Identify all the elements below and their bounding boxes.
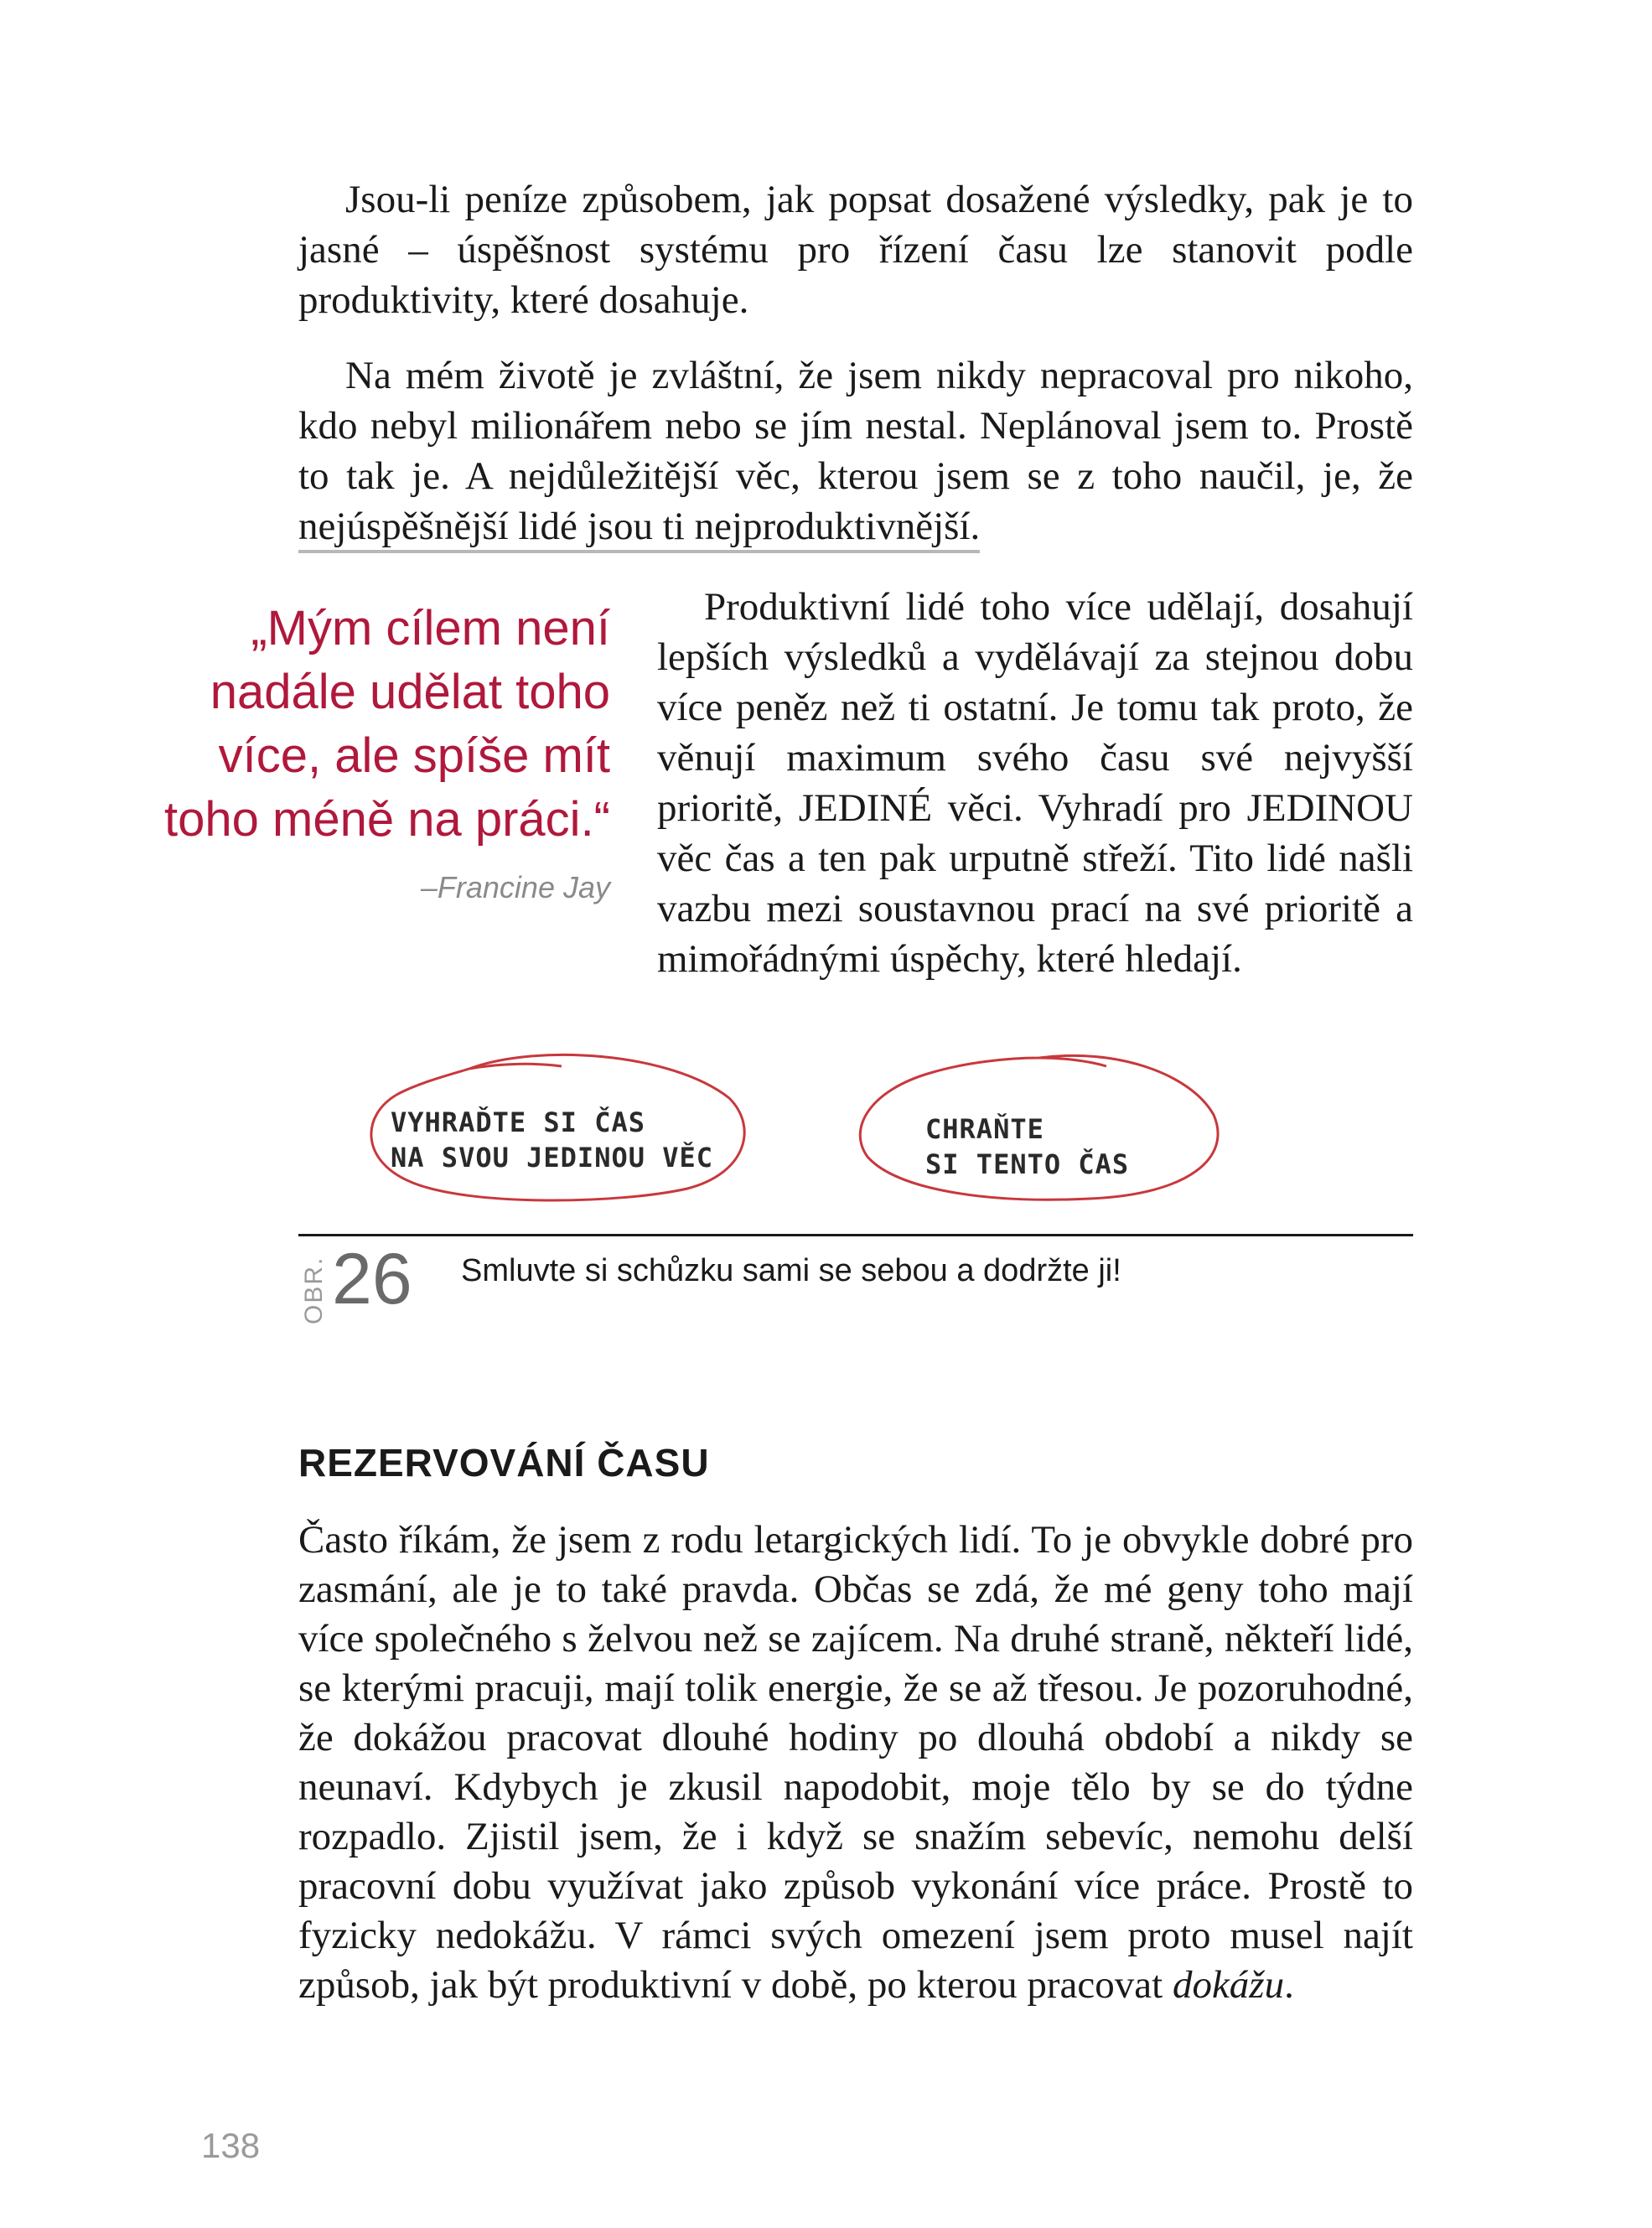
section-paragraph (298, 1516, 1413, 2010)
bubble-1-line-2: NA SVOU JEDINOU VĚC (391, 1142, 714, 1174)
body-paragraph-1: Jsou-li peníze způsobem, jak popsat dosažené výsledky, pak je to jasné – úspěšnost systému pro řízení času lze stanovit podle produktivity, které dosahuje. (298, 178, 1413, 322)
bubble-1-line-1: VYHRAĎTE SI ČAS (391, 1106, 645, 1138)
section-paragraph-text: Často říkám, že jsem z rodu letargických lidí. To je obvykle dobré pro zasmání, ale je to také pravda. Občas se zdá, že mé geny toho mají více společného s želvou než se zajícem. Na druhé straně, někteří lidé, se kterými pracuji, mají tolik energie, že se až třesou. Je pozoruhodné, že dokážou pracovat dlouhé hodiny po dlouhá období a nikdy se neunaví. Kdybych je zkusil napodobit, moje tělo by se do týdne rozpadlo. Zjistil jsem, že i když se snažím sebevíc, nemohu delší pracovní dobu využívat jako způsob vykonání více práce. Prostě to fyzicky nedokážu. V rámci svých omezení jsem proto musel najít způsob, jak být produktivní v době, po kterou pracovat (298, 1518, 1413, 2007)
section-heading: REZERVOVÁNÍ ČASU (298, 1441, 710, 1484)
pull-quote-author: –Francine Jay (420, 870, 610, 904)
pull-quote: „Mým cílem není nadále udělat toho více, ale spíše mít toho méně na práci.“ (164, 601, 610, 847)
figure-rule (298, 1234, 1413, 1236)
section-paragraph-end: . (1284, 1963, 1294, 2007)
figure-caption: Smluvte si schůzku sami se sebou a dodržte ji! (461, 1253, 1121, 1288)
highlighted-phrase: nejúspěšnější lidé jsou ti nejproduktivnější. (298, 505, 980, 553)
bubble-1-text (391, 1105, 713, 1175)
bubble-2-text (925, 1111, 1129, 1182)
bubble-2-line-2: SI TENTO ČAS (925, 1148, 1130, 1180)
section-paragraph-emphasis: dokážu (1172, 1963, 1285, 2007)
figure-label: OBR. (300, 1256, 328, 1324)
body-paragraph-3: Produktivní lidé toho více udělají, dosahují lepších výsledků a vydělávají za stejnou dobu více peněz než ti ostatní. Je tomu tak proto, že věnují maximum svého času své nejvyšší prioritě, JEDINÉ věci. Vyhradí pro JEDINOU věc čas a ten pak urputně střeží. Tito lidé našli vazbu mezi soustavnou prací na své prioritě a mimořádnými úspěchy, které hledají. (657, 585, 1413, 981)
paragraph-2-text: Na mém životě je zvláštní, že jsem nikdy nepracoval pro nikoho, kdo nebyl milionářem nebo se jím nestal. Neplánoval jsem to. Prostě to tak je. A nejdůležitější věc, kterou jsem se z toho naučil, je, že (298, 354, 1413, 498)
page-number: 138 (201, 2126, 261, 2165)
bubble-2-line-1: CHRAŇTE (925, 1113, 1044, 1145)
figure-number: 26 (332, 1239, 412, 1319)
